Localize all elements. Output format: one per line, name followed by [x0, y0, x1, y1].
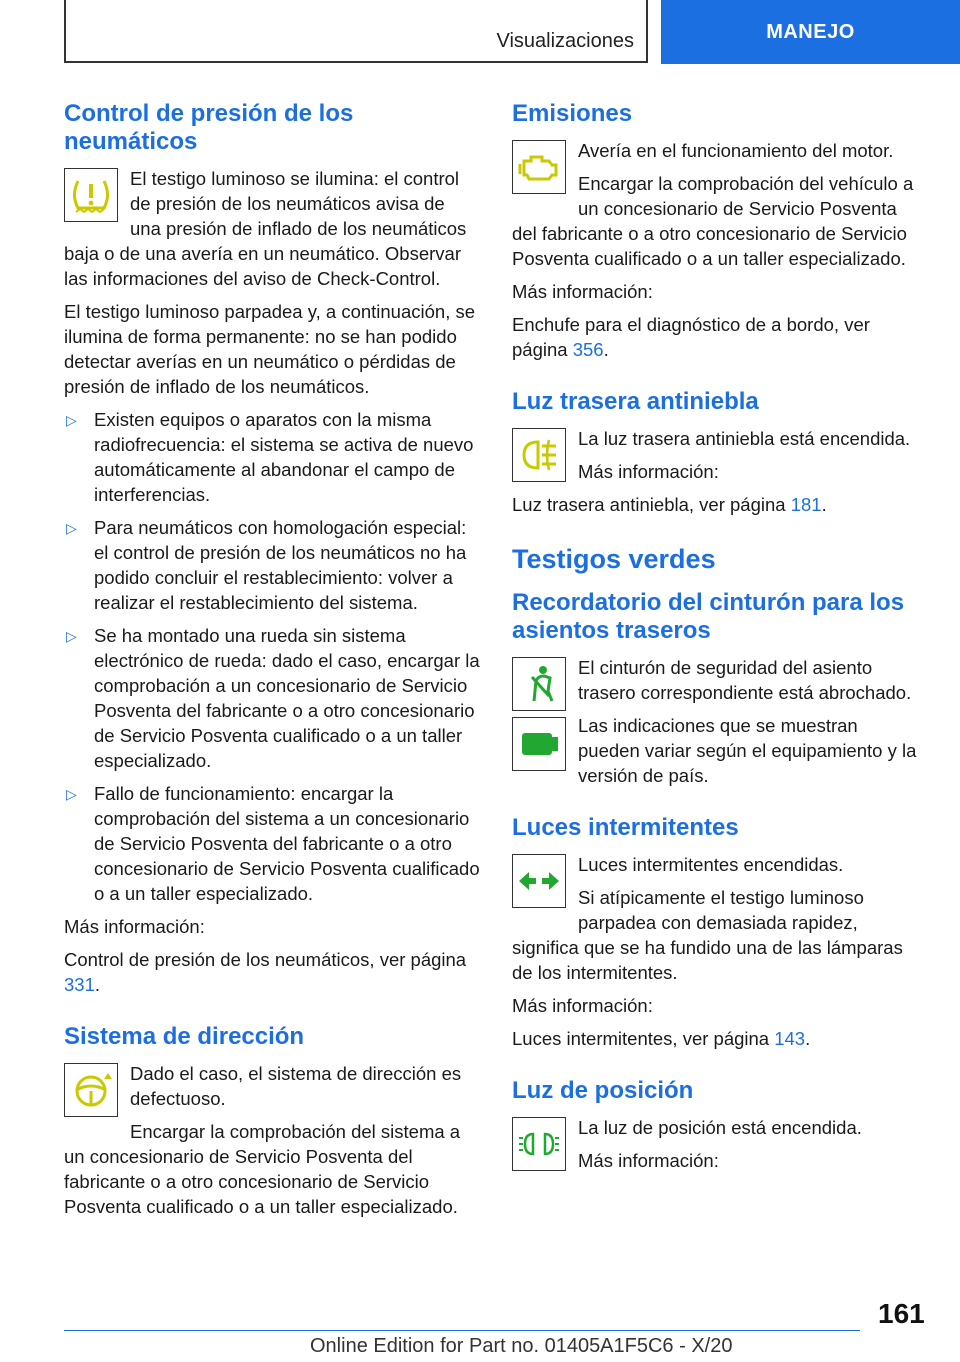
steering-para-1: Dado el caso, el sistema de dirección es defectuoso. [130, 1063, 462, 1109]
left-column [64, 100, 480, 1245]
seatbelt-heading: Recordatorio del cinturón para los asientos traseros [512, 589, 905, 644]
green-indicators-heading: Testigos verdes [512, 544, 716, 574]
tire-pressure-icon [64, 168, 118, 222]
tire-pressure-para-1: El testigo luminoso se ilumina: el control de presión de los neumáticos avisa de una presión de inflado de los neumáticos baja o de una avería en un neumático. Observar las informaciones del aviso de Check-Control. [64, 168, 467, 289]
page-link-356[interactable]: 356 [572, 339, 604, 360]
rear-fog-light-icon [512, 428, 566, 482]
steering-warning-icon [64, 1063, 118, 1117]
tire-pressure-heading: Control de presión de los neumáticos [64, 100, 354, 155]
turn-signals-para-2: Si atípicamente el testigo luminoso parpadea con demasiada rapidez, significa que se ha fundido una de las lámparas de los intermitentes. [512, 887, 903, 983]
section-emissions [512, 100, 922, 370]
emissions-para-1: Avería en el funcionamiento del motor. [578, 140, 894, 161]
position-light-icon [512, 1117, 566, 1171]
triangle-bullet-icon: ▷ [66, 628, 77, 644]
page-link-331[interactable]: 331 [64, 974, 95, 995]
page-link-143[interactable]: 143 [774, 1028, 806, 1049]
section-steering [64, 1023, 480, 1227]
seatbelt-para-2: Las indicaciones que se muestran pueden variar según el equipamiento y la versión de país. [578, 715, 917, 786]
position-light-more-label: Más información: [578, 1150, 719, 1171]
emissions-reference: Enchufe para el diagnóstico de a bordo, ver página 356. [512, 314, 870, 360]
seatbelt-secondary-icon [512, 717, 566, 771]
steering-para-2: Encargar la comprobación del sistema a un concesionario de Servicio Posventa del fabricante o a otro concesionario de Servicio Posventa cualificado o a un taller especializado. [64, 1121, 461, 1217]
seatbelt-icon [512, 657, 566, 711]
triangle-bullet-icon: ▷ [66, 520, 77, 536]
rear-fog-reference: Luz trasera antiniebla, ver página 181. [512, 494, 827, 515]
header-chapter-tab[interactable]: MANEJO [661, 0, 960, 64]
tire-pressure-bullets [64, 407, 480, 906]
emissions-para-2: Encargar la comprobación del vehículo a un concesionario de Servicio Posventa del fabricante o a otro concesionario de Servicio Posventa cualificado o a un taller especializado. [512, 173, 914, 269]
section-rear-fog [512, 388, 922, 525]
list-item: ▷ Existen equipos o aparatos con la misma radiofrecuencia: el sistema se activa de nuevo automáticamente al abandonar el campo de interferencias. [66, 409, 474, 505]
section-tire-pressure [64, 100, 480, 1005]
rear-fog-para-1: La luz trasera antiniebla está encendida. [578, 428, 911, 449]
rear-fog-heading: Luz trasera antiniebla [512, 388, 759, 415]
turn-signals-reference: Luces intermitentes, ver página 143. [512, 1028, 811, 1049]
tire-pressure-more-label: Más información: [64, 916, 205, 937]
rear-fog-more-label: Más información: [578, 461, 719, 482]
list-item: ▷ Para neumáticos con homologación especial: el control de presión de los neumáticos no ha podido concluir el restablecimiento: volver a realizar el restablecimiento del sistema. [66, 517, 467, 613]
emissions-more-label: Más información: [512, 281, 653, 302]
section-seatbelt [512, 589, 922, 796]
turn-signals-more-label: Más información: [512, 995, 653, 1016]
footer-divider [64, 1330, 860, 1331]
steering-heading: Sistema de dirección [64, 1023, 305, 1050]
list-item: ▷ Fallo de funcionamiento: encargar la comprobación del sistema a un concesionario de Servicio Posventa del fabricante o a otro concesionario de Servicio Posventa cualificado o a un taller especializado. [66, 783, 480, 904]
emissions-heading: Emisiones [512, 100, 633, 127]
check-engine-icon [512, 140, 566, 194]
footer-edition-text: Online Edition for Part no. 01405A1F5C6 - X/20 [310, 1335, 733, 1357]
section-position-light [512, 1077, 922, 1181]
seatbelt-para-1: El cinturón de seguridad del asiento trasero correspondiente está abrochado. [578, 657, 912, 703]
turn-signal-icon [512, 854, 566, 908]
tire-pressure-para-2: El testigo luminoso parpadea y, a continuación, se ilumina de forma permanente: no se han podido detectar averías en un neumático o pérdidas de presión de inflado de los neumáticos. [64, 301, 476, 397]
list-item: ▷ Se ha montado una rueda sin sistema electrónico de rueda: dado el caso, encargar la comprobación a un concesionario de Servicio Posventa del fabricante o a otro concesionario de Servicio Posventa cualificado o a un taller especializado. [66, 625, 480, 771]
header-section-title: Visualizaciones [496, 30, 634, 52]
section-turn-signals [512, 814, 922, 1059]
tire-pressure-reference: Control de presión de los neumáticos, ver página 331. [64, 949, 467, 995]
turn-signals-heading: Luces intermitentes [512, 814, 739, 841]
page-link-181[interactable]: 181 [790, 494, 822, 515]
turn-signals-para-1: Luces intermitentes encendidas. [578, 854, 844, 875]
position-light-para-1: La luz de posición está encendida. [578, 1117, 862, 1138]
page-number: 161 [878, 1298, 925, 1329]
right-column [512, 100, 922, 1199]
position-light-heading: Luz de posición [512, 1077, 694, 1104]
triangle-bullet-icon: ▷ [66, 412, 77, 428]
triangle-bullet-icon: ▷ [66, 786, 77, 802]
